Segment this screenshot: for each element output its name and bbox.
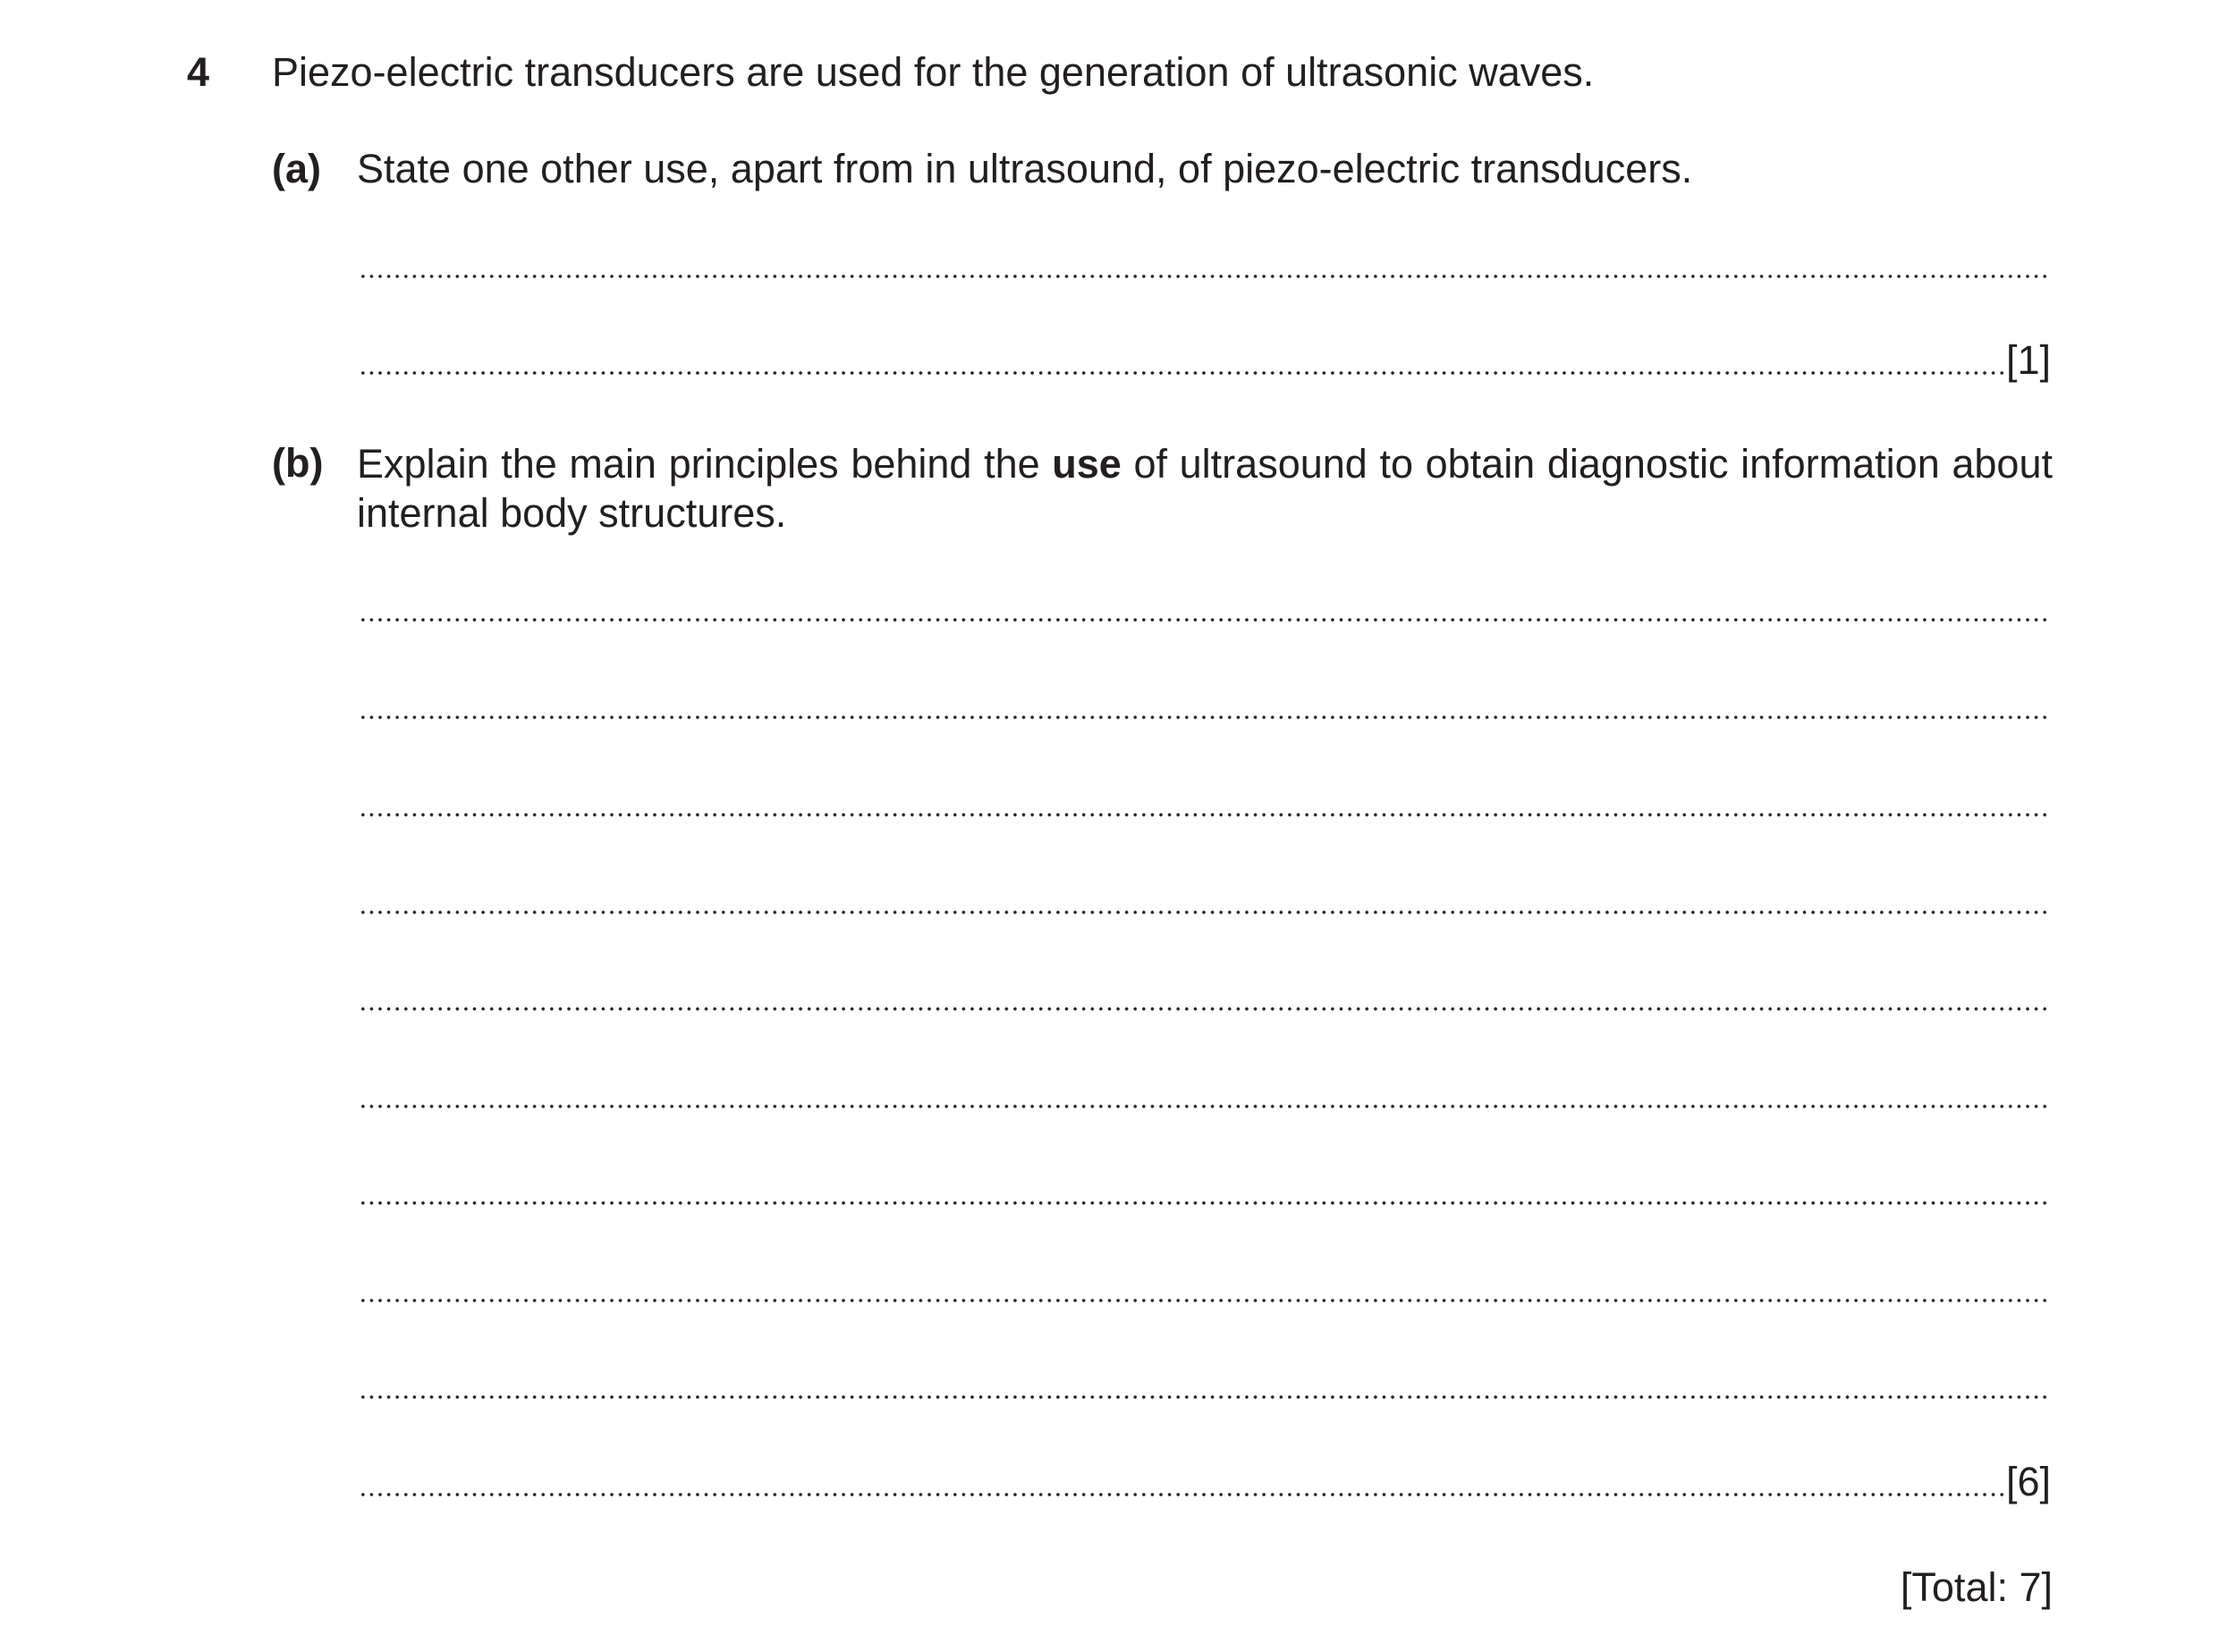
dotted-line	[359, 1493, 2004, 1496]
answer-line-b8[interactable]	[359, 1265, 2051, 1309]
dotted-line	[359, 813, 2051, 817]
part-a-mark: [1]	[2005, 337, 2051, 383]
dotted-line	[359, 1007, 2051, 1011]
dotted-line	[359, 1105, 2051, 1108]
part-b-text	[357, 439, 2053, 538]
part-a-label: (a)	[272, 146, 321, 191]
part-b-text-bold: use	[1052, 441, 1122, 487]
answer-line-b6[interactable]	[359, 1071, 2051, 1115]
dotted-line	[359, 1299, 2051, 1302]
answer-line-b4[interactable]	[359, 877, 2051, 921]
dotted-line	[359, 371, 2004, 375]
answer-line-b3[interactable]	[359, 779, 2051, 824]
answer-line-a2[interactable]	[359, 337, 2051, 382]
answer-line-b5[interactable]	[359, 973, 2051, 1018]
part-a-text: State one other use, apart from in ultrasound, of piezo-electric transducers.	[357, 146, 1693, 191]
part-b-text-after: of ultrasound to obtain diagnostic information about internal body structures.	[357, 441, 2053, 536]
dotted-line	[359, 275, 2051, 278]
total-marks: [Total: 7]	[1900, 1564, 2053, 1610]
question-number: 4	[187, 49, 210, 95]
question-stem: Piezo-electric transducers are used for the generation of ultrasonic waves.	[272, 49, 1595, 95]
dotted-line	[359, 911, 2051, 914]
answer-line-b10[interactable]	[359, 1459, 2051, 1504]
answer-line-a1[interactable]	[359, 241, 2051, 285]
part-b-text-before: Explain the main principles behind the	[357, 441, 1053, 487]
answer-line-b1[interactable]	[359, 584, 2051, 629]
dotted-line	[359, 618, 2051, 622]
answer-line-b9[interactable]	[359, 1361, 2051, 1406]
answer-line-b2[interactable]	[359, 682, 2051, 726]
dotted-line	[359, 716, 2051, 719]
part-b-mark: [6]	[2005, 1459, 2051, 1504]
part-b-label: (b)	[272, 440, 324, 486]
dotted-line	[359, 1395, 2051, 1399]
answer-line-b7[interactable]	[359, 1167, 2051, 1212]
dotted-line	[359, 1201, 2051, 1205]
